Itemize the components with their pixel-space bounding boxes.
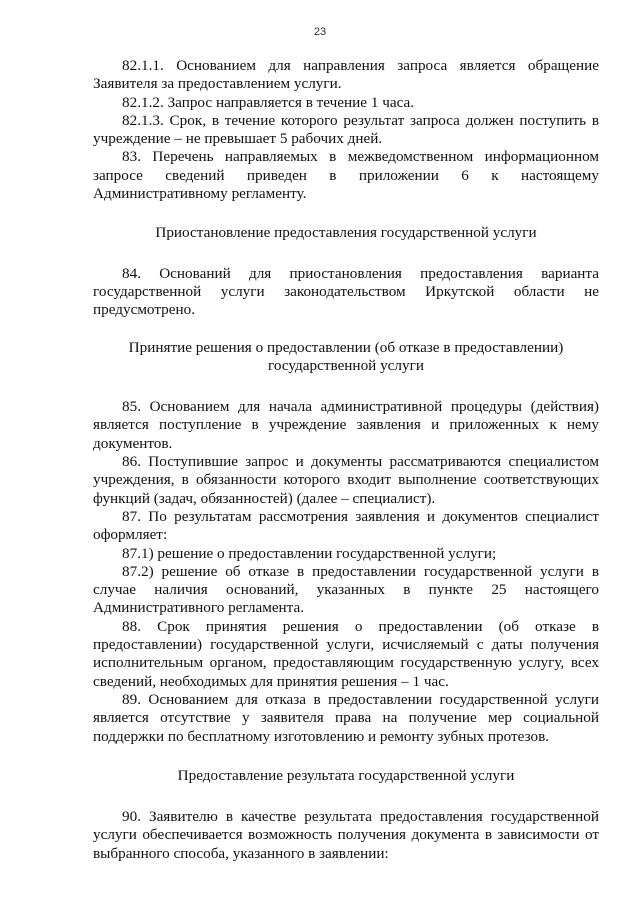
spacer <box>93 320 599 339</box>
paragraph-85: 85. Основанием для начала административной процедуры (действия) является поступление в учреждение заявления и приложенных к нему документов. <box>93 398 599 452</box>
section-heading-suspension: Приостановление предоставления государственной услуги <box>155 224 537 242</box>
paragraph-87: 87. По результатам рассмотрения заявления и документов специалист оформляет: <box>93 507 599 544</box>
paragraph-88: 88. Срок принятия решения о предоставлении (об отказе в предоставлении) государственной услуги, исчисляемый с даты получения исполнительным органом, предоставляющим государственную услугу, всех сведений, необходимых для принятия решения – 1 час. <box>93 617 599 690</box>
page-number: 23 <box>313 26 327 38</box>
section-heading-result: Предоставление результата государственной услуги <box>177 766 515 784</box>
spacer <box>93 375 599 398</box>
paragraph-82-1-1: 82.1.1. Основанием для направления запроса является обращение Заявителя за предоставлением услуги. <box>93 57 599 93</box>
section-heading-decision: Принятие решения о предоставлении (об отказе в предоставлении) государственной услуги <box>128 338 564 374</box>
spacer <box>93 243 599 265</box>
paragraph-82-1-3: 82.1.3. Срок, в течение которого результат запроса должен поступить в учреждение – не превышает 5 рабочих дней. <box>93 111 599 148</box>
paragraph-86: 86. Поступившие запрос и документы рассматриваются специалистом учреждения, в обязанности которого входит выполнение соответствующих функций (задач, обязанностей) (далее – специалист). <box>93 453 599 507</box>
document-body <box>93 57 599 863</box>
paragraph-87-2: 87.2) решение об отказе в предоставлении государственной услуги в случае наличия оснований, указанных в пункте 25 настоящего Административного регламента. <box>93 562 599 617</box>
spacer <box>93 203 599 224</box>
paragraph-89: 89. Основанием для отказа в предоставлении государственной услуги является отсутствие у заявителя права на получение мер социальной поддержки по бесплатному изготовлению и ремонту зубных протезов. <box>93 690 599 745</box>
paragraph-83: 83. Перечень направляемых в межведомственном информационном запросе сведений приведен в приложении 6 к настоящему Административному регламенту. <box>93 148 599 203</box>
spacer <box>93 746 599 767</box>
paragraph-82-1-2: 82.1.2. Запрос направляется в течение 1 часа. <box>122 93 415 111</box>
paragraph-84: 84. Оснований для приостановления предоставления варианта государственной услуги законодательством Иркутской области не предусмотрено. <box>93 264 599 319</box>
paragraph-87-1: 87.1) решение о предоставлении государственной услуги; <box>122 544 497 562</box>
spacer <box>93 785 599 808</box>
paragraph-90: 90. Заявителю в качестве результата предоставления государственной услуги обеспечивается возможность получения документа в зависимости от выбранного способа, указанного в заявлении: <box>93 808 599 862</box>
